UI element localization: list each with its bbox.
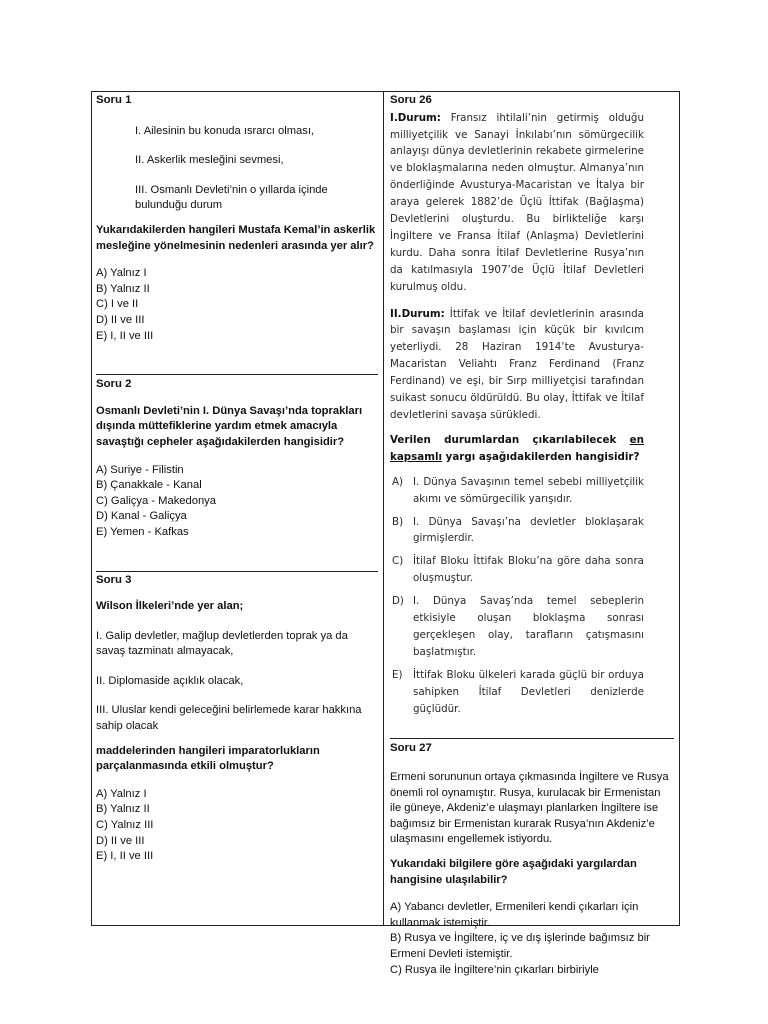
q26-scanned-content — [390, 110, 674, 718]
q3-option-c: C) Yalnız III — [96, 819, 154, 831]
q3-label: Soru 3 — [96, 574, 132, 587]
q3-statement-2: II. Diplomaside açıklık olacak, — [96, 674, 244, 687]
q26-option-d — [390, 593, 644, 661]
q26-durum1 — [390, 110, 644, 296]
q1-option-d: D) II ve III — [96, 313, 145, 326]
q26-durum2 — [390, 306, 644, 424]
q3-question: maddelerinden hangileri imparatorlukların parçalanmasında etkili olmuştur? — [96, 744, 320, 773]
q2-option-e: E) Yemen - Kafkas — [96, 525, 189, 538]
q26-question — [390, 432, 644, 466]
left-column — [96, 93, 378, 865]
q27-question: Yukarıdaki bilgilere göre aşağıdaki yargılardan hangisine ulaşılabilir? — [390, 858, 637, 886]
q2-option-b: B) Çanakkale - Kanal — [96, 479, 202, 492]
q26-separator — [390, 738, 674, 739]
q2-question: Osmanlı Devleti’nin I. Dünya Savaşı’nda toprakları dışında müttefiklerine yardım etmek amacıyla savaştığı cepheler aşağıdakilerden hangisidir? — [96, 404, 363, 448]
q26-durum2-text: İttifak ve İtilaf devletlerinin arasında bir savaşın başlaması için küçük bir kıvılcım yeterliydi. 28 Haziran 1914’te Avusturya-Macaristan Veliahtı Franz Ferdinand (Franz Ferdinand) ve eşi, bir Sırp milliyetçisi tarafından suikast sonucu öldürüldü. Bu olay, İttifak ve İtilaf devletlerini savaşa sürükledi. — [390, 307, 644, 421]
q26-option-b-key: B) — [392, 515, 404, 528]
q26-label: Soru 26 — [390, 94, 432, 106]
q2-option-c: C) Galiçya - Makedonya — [96, 494, 216, 507]
q26-option-d-text: I. Dünya Savaş’nda temel sebeplerin etkisiyle oluşan bloklaşma sonrası gerçekleşen olay, tarafların çatışmasını başlatmıştır. — [413, 595, 644, 658]
q26-option-a — [390, 474, 644, 508]
q1-option-c: C) I ve II — [96, 298, 139, 311]
q26-question-post: yargı aşağıdakilerden hangisidir? — [445, 450, 640, 463]
q26-option-a-key: A) — [392, 475, 404, 488]
q26-durum2-label: II.Durum: — [390, 307, 445, 320]
q3-option-d: D) II ve III — [96, 834, 145, 847]
q1-option-e: E) I, II ve III — [96, 329, 154, 342]
q26-option-a-text: I. Dünya Savaşının temel sebebi milliyetçilik akımı ve sömürgecilik yarışıdır. — [413, 475, 644, 505]
q2-options — [96, 463, 378, 541]
q3-options — [96, 787, 378, 865]
q27-label: Soru 27 — [390, 741, 432, 754]
q1-question: Yukarıdakilerden hangileri Mustafa Kemal’in askerlik mesleğine yönelmesinin nedenleri arasında yer alır? — [96, 223, 376, 252]
q2-option-d: D) Kanal - Galiçya — [96, 510, 187, 523]
q3-intro: Wilson İlkeleri’nde yer alan; — [96, 600, 244, 613]
q26-option-c-key: C) — [392, 555, 404, 568]
q1-separator — [96, 374, 378, 375]
q26-option-b — [390, 514, 644, 548]
q27-options — [390, 900, 674, 978]
q2-separator — [96, 571, 378, 572]
q1-statement-3: III. Osmanlı Devleti’nin o yıllarda içinde bulunduğu durum — [135, 183, 328, 212]
q27-option-a: A) Yabancı devletler, Ermenileri kendi çıkarları için kullanmak istemiştir. — [390, 901, 639, 929]
q1-label: Soru 1 — [96, 94, 132, 106]
q3-option-e: E) I, II ve III — [96, 850, 154, 863]
q26-option-b-text: I. Dünya Savaşı’na devletler bloklaşarak girmişlerdir. — [413, 515, 644, 545]
q1-option-b: B) Yalnız II — [96, 282, 150, 295]
q3-statement-1: I. Galip devletler, mağlup devletlerden toprak ya da savaş tazminatı almayacak, — [96, 629, 348, 658]
q1-statement-2: II. Askerlik mesleğini sevmesi, — [135, 154, 284, 167]
q27-passage: Ermeni sorununun ortaya çıkmasında İngiltere ve Rusya önemli rol oynamıştır. Rusya, kurulacak bir Ermenistan ile güneye, Akdeniz’e ulaşmayı planlarken İngiltere ise bağımsız bir Ermenistan kurarak Rusya’nın Akdeniz’e ulaşmasını engellemek istiyordu. — [390, 771, 669, 846]
q26-option-e — [390, 667, 644, 718]
q27-option-c: C) Rusya ile İngiltere’nin çıkarları birbiriyle — [390, 963, 599, 976]
q26-question-pre: Verilen durumlardan çıkarılabilecek — [390, 433, 617, 446]
q3-option-b: B) Yalnız II — [96, 803, 150, 816]
q26-durum1-text: Fransız ihtilali’nin getirmiş olduğu milliyetçilik ve Sanayi İnkılabı’nın sömürgecilik anlayışı dünya devletlerinin rekabete girmelerine ve bloklaşmalarına neden olmuştur. Almanya’nın önderliğinde Avusturya-Macaristan ve İtalya bir araya gelerek 1882’de Üçlü İttifak (Bağlaşma) Devletlerini oluşturdu. Bu birlikteliğe karşı İngiltere ve Fransa İtilaf (Anlaşma) Devletlerini kurdu. Daha sonra İtilaf Devletlerine Rusya’nın da katılmasıyla 1907’de Üçlü İtilaf Devletleri kurulmuş oldu. — [390, 111, 644, 293]
right-column — [390, 93, 674, 978]
q26-question-underlined: en kapsamlı — [390, 433, 644, 463]
q3-option-a: A) Yalnız I — [96, 787, 147, 800]
q1-statement-1: I. Ailesinin bu konuda ısrarcı olması, — [135, 124, 315, 137]
column-divider — [383, 91, 384, 926]
q2-option-a: A) Suriye - Filistin — [96, 463, 184, 476]
q26-option-d-key: D) — [392, 595, 404, 608]
q26-option-c-text: İtilaf Bloku İttifak Bloku’na göre daha sonra oluşmuştur. — [413, 555, 644, 585]
q26-durum1-label: I.Durum: — [390, 111, 441, 124]
q1-options — [96, 266, 378, 344]
q26-option-c — [390, 553, 644, 587]
q1-option-a: A) Yalnız I — [96, 267, 147, 280]
q27-option-b: B) Rusya ve İngiltere, iç ve dış işlerinde bağımsız bir Ermeni Devleti istemiştir. — [390, 932, 650, 961]
q3-statement-3: III. Uluslar kendi geleceğini belirlemede karar hakkına sahip olacak — [96, 704, 362, 733]
q26-option-e-text: İttifak Bloku ülkeleri karada güçlü bir orduya sahipken İtilaf Devletleri denizlerde güçlüdür. — [413, 668, 644, 715]
q26-option-e-key: E) — [392, 668, 403, 681]
q2-label: Soru 2 — [96, 378, 132, 391]
